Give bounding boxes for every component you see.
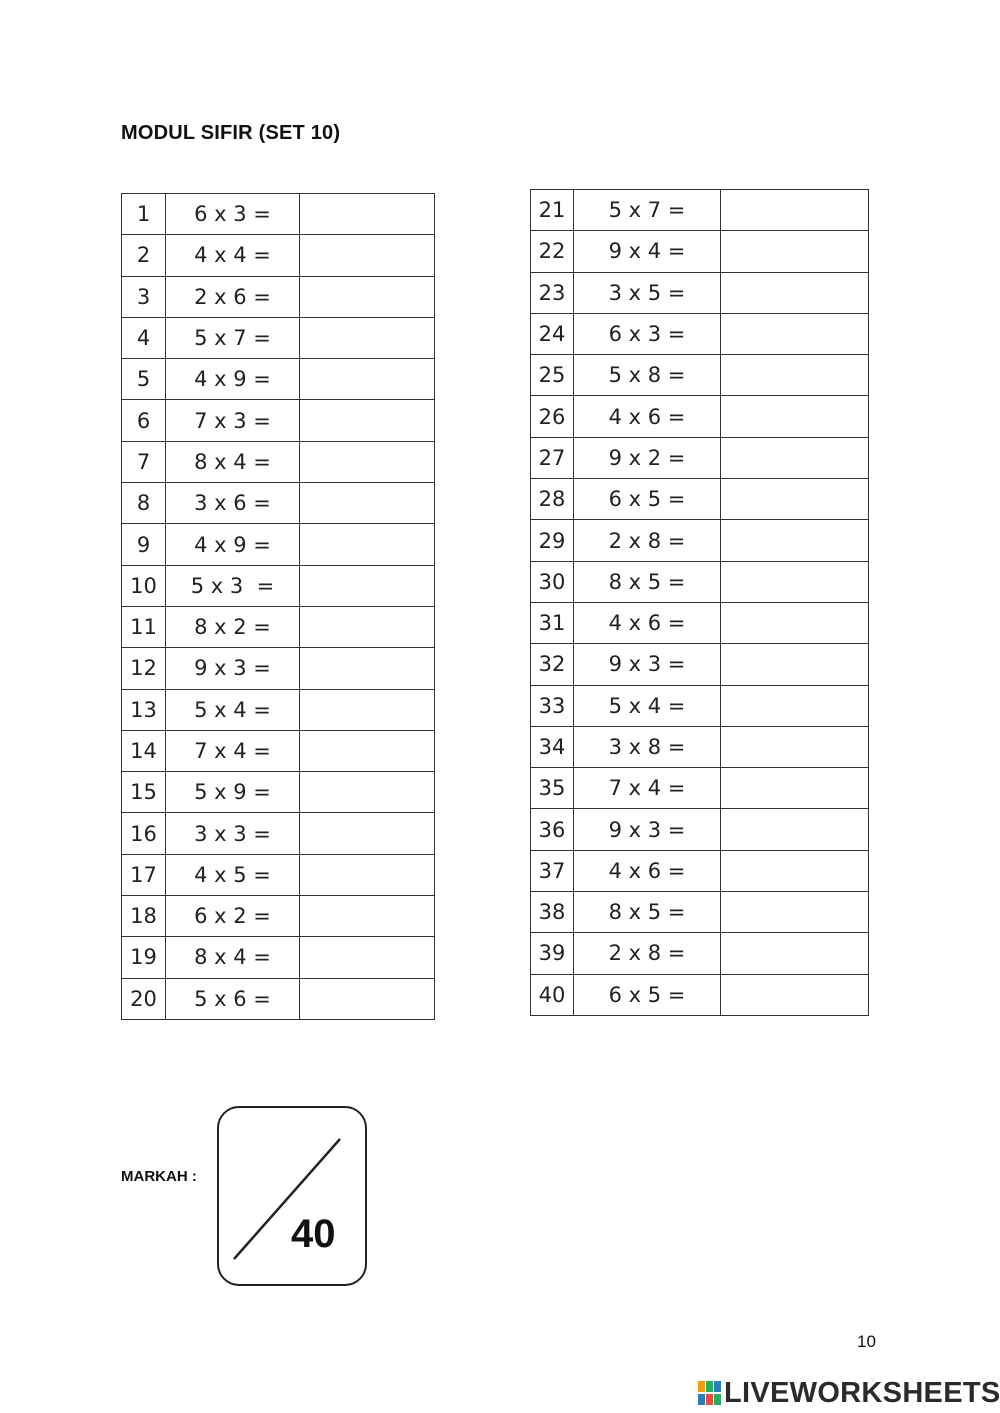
answer-field[interactable] (721, 231, 869, 272)
answer-field[interactable] (300, 483, 435, 524)
question-text: 8 x 5 = (574, 561, 721, 602)
answer-field[interactable] (721, 685, 869, 726)
question-number: 39 (531, 933, 574, 974)
table-row (531, 726, 869, 767)
question-number: 24 (531, 313, 574, 354)
question-number: 21 (531, 190, 574, 231)
answer-field[interactable] (300, 359, 435, 400)
table-row (122, 565, 435, 606)
question-number: 2 (122, 235, 166, 276)
question-number: 18 (122, 896, 166, 937)
table-row (531, 437, 869, 478)
answer-field[interactable] (300, 730, 435, 771)
question-number: 38 (531, 892, 574, 933)
brand-watermark[interactable] (698, 1375, 1000, 1411)
question-number: 5 (122, 359, 166, 400)
table-row (531, 190, 869, 231)
question-text: 3 x 6 = (166, 483, 300, 524)
question-number: 36 (531, 809, 574, 850)
question-number: 37 (531, 850, 574, 891)
question-text: 7 x 4 = (166, 730, 300, 771)
table-row (531, 974, 869, 1015)
table-row (531, 272, 869, 313)
question-text: 6 x 3 = (166, 194, 300, 235)
table-row (122, 813, 435, 854)
answer-field[interactable] (721, 892, 869, 933)
question-number: 10 (122, 565, 166, 606)
answer-field[interactable] (721, 726, 869, 767)
question-text: 8 x 4 = (166, 441, 300, 482)
multiplication-table-right (530, 189, 869, 1016)
answer-field[interactable] (300, 194, 435, 235)
question-number: 31 (531, 602, 574, 643)
worksheet-title: MODUL SIFIR (SET 10) (121, 122, 341, 144)
answer-field[interactable] (300, 524, 435, 565)
question-number: 25 (531, 355, 574, 396)
table-row (122, 689, 435, 730)
table-row (531, 602, 869, 643)
question-text: 4 x 6 = (574, 850, 721, 891)
table-row (122, 359, 435, 400)
question-number: 29 (531, 520, 574, 561)
answer-field[interactable] (300, 896, 435, 937)
question-text: 4 x 9 = (166, 359, 300, 400)
table-row (531, 561, 869, 602)
table-row (531, 809, 869, 850)
answer-field[interactable] (721, 479, 869, 520)
question-text: 3 x 5 = (574, 272, 721, 313)
question-text: 9 x 3 = (166, 648, 300, 689)
question-text: 6 x 2 = (166, 896, 300, 937)
question-number: 22 (531, 231, 574, 272)
answer-field[interactable] (300, 441, 435, 482)
question-text: 8 x 4 = (166, 937, 300, 978)
table-row (122, 483, 435, 524)
answer-field[interactable] (721, 768, 869, 809)
question-text: 2 x 6 = (166, 276, 300, 317)
answer-field[interactable] (721, 561, 869, 602)
question-number: 40 (531, 974, 574, 1015)
table-row (122, 978, 435, 1019)
answer-field[interactable] (721, 437, 869, 478)
question-number: 16 (122, 813, 166, 854)
question-number: 34 (531, 726, 574, 767)
table-row (122, 400, 435, 441)
question-number: 9 (122, 524, 166, 565)
answer-field[interactable] (300, 565, 435, 606)
table-row (122, 606, 435, 647)
question-number: 8 (122, 483, 166, 524)
answer-field[interactable] (721, 644, 869, 685)
table-row (122, 441, 435, 482)
question-text: 9 x 3 = (574, 644, 721, 685)
table-row (122, 276, 435, 317)
table-row (531, 933, 869, 974)
question-number: 20 (122, 978, 166, 1019)
question-text: 5 x 9 = (166, 772, 300, 813)
table-row (122, 772, 435, 813)
table-row (531, 231, 869, 272)
question-number: 7 (122, 441, 166, 482)
question-number: 13 (122, 689, 166, 730)
question-text: 4 x 6 = (574, 602, 721, 643)
question-text: 3 x 8 = (574, 726, 721, 767)
question-number: 1 (122, 194, 166, 235)
question-number: 35 (531, 768, 574, 809)
question-text: 9 x 3 = (574, 809, 721, 850)
answer-field[interactable] (300, 606, 435, 647)
answer-field[interactable] (300, 276, 435, 317)
question-number: 23 (531, 272, 574, 313)
question-text: 8 x 2 = (166, 606, 300, 647)
answer-field[interactable] (721, 850, 869, 891)
answer-field[interactable] (300, 772, 435, 813)
answer-field[interactable] (721, 809, 869, 850)
question-number: 30 (531, 561, 574, 602)
question-text: 8 x 5 = (574, 892, 721, 933)
question-text: 5 x 4 = (574, 685, 721, 726)
answer-field[interactable] (721, 520, 869, 561)
table-row (531, 396, 869, 437)
question-text: 4 x 5 = (166, 854, 300, 895)
question-text: 9 x 2 = (574, 437, 721, 478)
answer-field[interactable] (300, 854, 435, 895)
table-row (122, 854, 435, 895)
table-row (122, 317, 435, 358)
answer-field[interactable] (300, 317, 435, 358)
table-row (531, 313, 869, 354)
answer-field[interactable] (300, 689, 435, 730)
question-text: 9 x 4 = (574, 231, 721, 272)
answer-field[interactable] (300, 978, 435, 1019)
answer-field[interactable] (300, 235, 435, 276)
question-number: 28 (531, 479, 574, 520)
table-row (122, 194, 435, 235)
table-row (122, 896, 435, 937)
brand-name: LIVEWORKSHEETS (724, 1376, 1000, 1409)
question-text: 5 x 7 = (574, 190, 721, 231)
question-number: 11 (122, 606, 166, 647)
table-row (531, 892, 869, 933)
question-text: 4 x 4 = (166, 235, 300, 276)
question-text: 2 x 8 = (574, 933, 721, 974)
question-text: 6 x 5 = (574, 479, 721, 520)
answer-field[interactable] (721, 272, 869, 313)
question-text: 4 x 9 = (166, 524, 300, 565)
answer-field[interactable] (721, 933, 869, 974)
question-number: 6 (122, 400, 166, 441)
score-box (217, 1106, 367, 1286)
question-text: 4 x 6 = (574, 396, 721, 437)
question-number: 33 (531, 685, 574, 726)
table-row (122, 235, 435, 276)
liveworksheets-logo-icon (698, 1379, 722, 1407)
question-number: 32 (531, 644, 574, 685)
answer-field[interactable] (300, 648, 435, 689)
table-row (531, 685, 869, 726)
question-text: 5 x 8 = (574, 355, 721, 396)
question-text: 2 x 8 = (574, 520, 721, 561)
multiplication-table-left (121, 193, 435, 1020)
question-text: 5 x 4 = (166, 689, 300, 730)
page-number: 10 (857, 1332, 876, 1351)
answer-field[interactable] (721, 396, 869, 437)
answer-field[interactable] (721, 602, 869, 643)
answer-field[interactable] (721, 355, 869, 396)
answer-field[interactable] (300, 937, 435, 978)
answer-field[interactable] (721, 974, 869, 1015)
table-row (531, 850, 869, 891)
question-number: 26 (531, 396, 574, 437)
table-row (531, 355, 869, 396)
question-number: 17 (122, 854, 166, 895)
question-number: 12 (122, 648, 166, 689)
answer-field[interactable] (721, 190, 869, 231)
table-row (122, 524, 435, 565)
markah-label: MARKAH : (121, 1168, 197, 1185)
answer-field[interactable] (721, 313, 869, 354)
answer-field[interactable] (300, 400, 435, 441)
question-text: 6 x 3 = (574, 313, 721, 354)
question-number: 14 (122, 730, 166, 771)
table-row (531, 768, 869, 809)
question-number: 27 (531, 437, 574, 478)
table-row (122, 648, 435, 689)
table-row (122, 730, 435, 771)
answer-field[interactable] (300, 813, 435, 854)
question-text: 7 x 4 = (574, 768, 721, 809)
question-text: 5 x 7 = (166, 317, 300, 358)
question-text: 7 x 3 = (166, 400, 300, 441)
question-number: 3 (122, 276, 166, 317)
question-text: 3 x 3 = (166, 813, 300, 854)
question-number: 19 (122, 937, 166, 978)
table-row (531, 520, 869, 561)
question-text: 5 x 3 = (166, 565, 300, 606)
question-number: 4 (122, 317, 166, 358)
table-row (531, 644, 869, 685)
question-number: 15 (122, 772, 166, 813)
question-text: 6 x 5 = (574, 974, 721, 1015)
table-row (122, 937, 435, 978)
question-text: 5 x 6 = (166, 978, 300, 1019)
score-total: 40 (291, 1212, 336, 1256)
score-slash (219, 1108, 369, 1288)
table-row (531, 479, 869, 520)
